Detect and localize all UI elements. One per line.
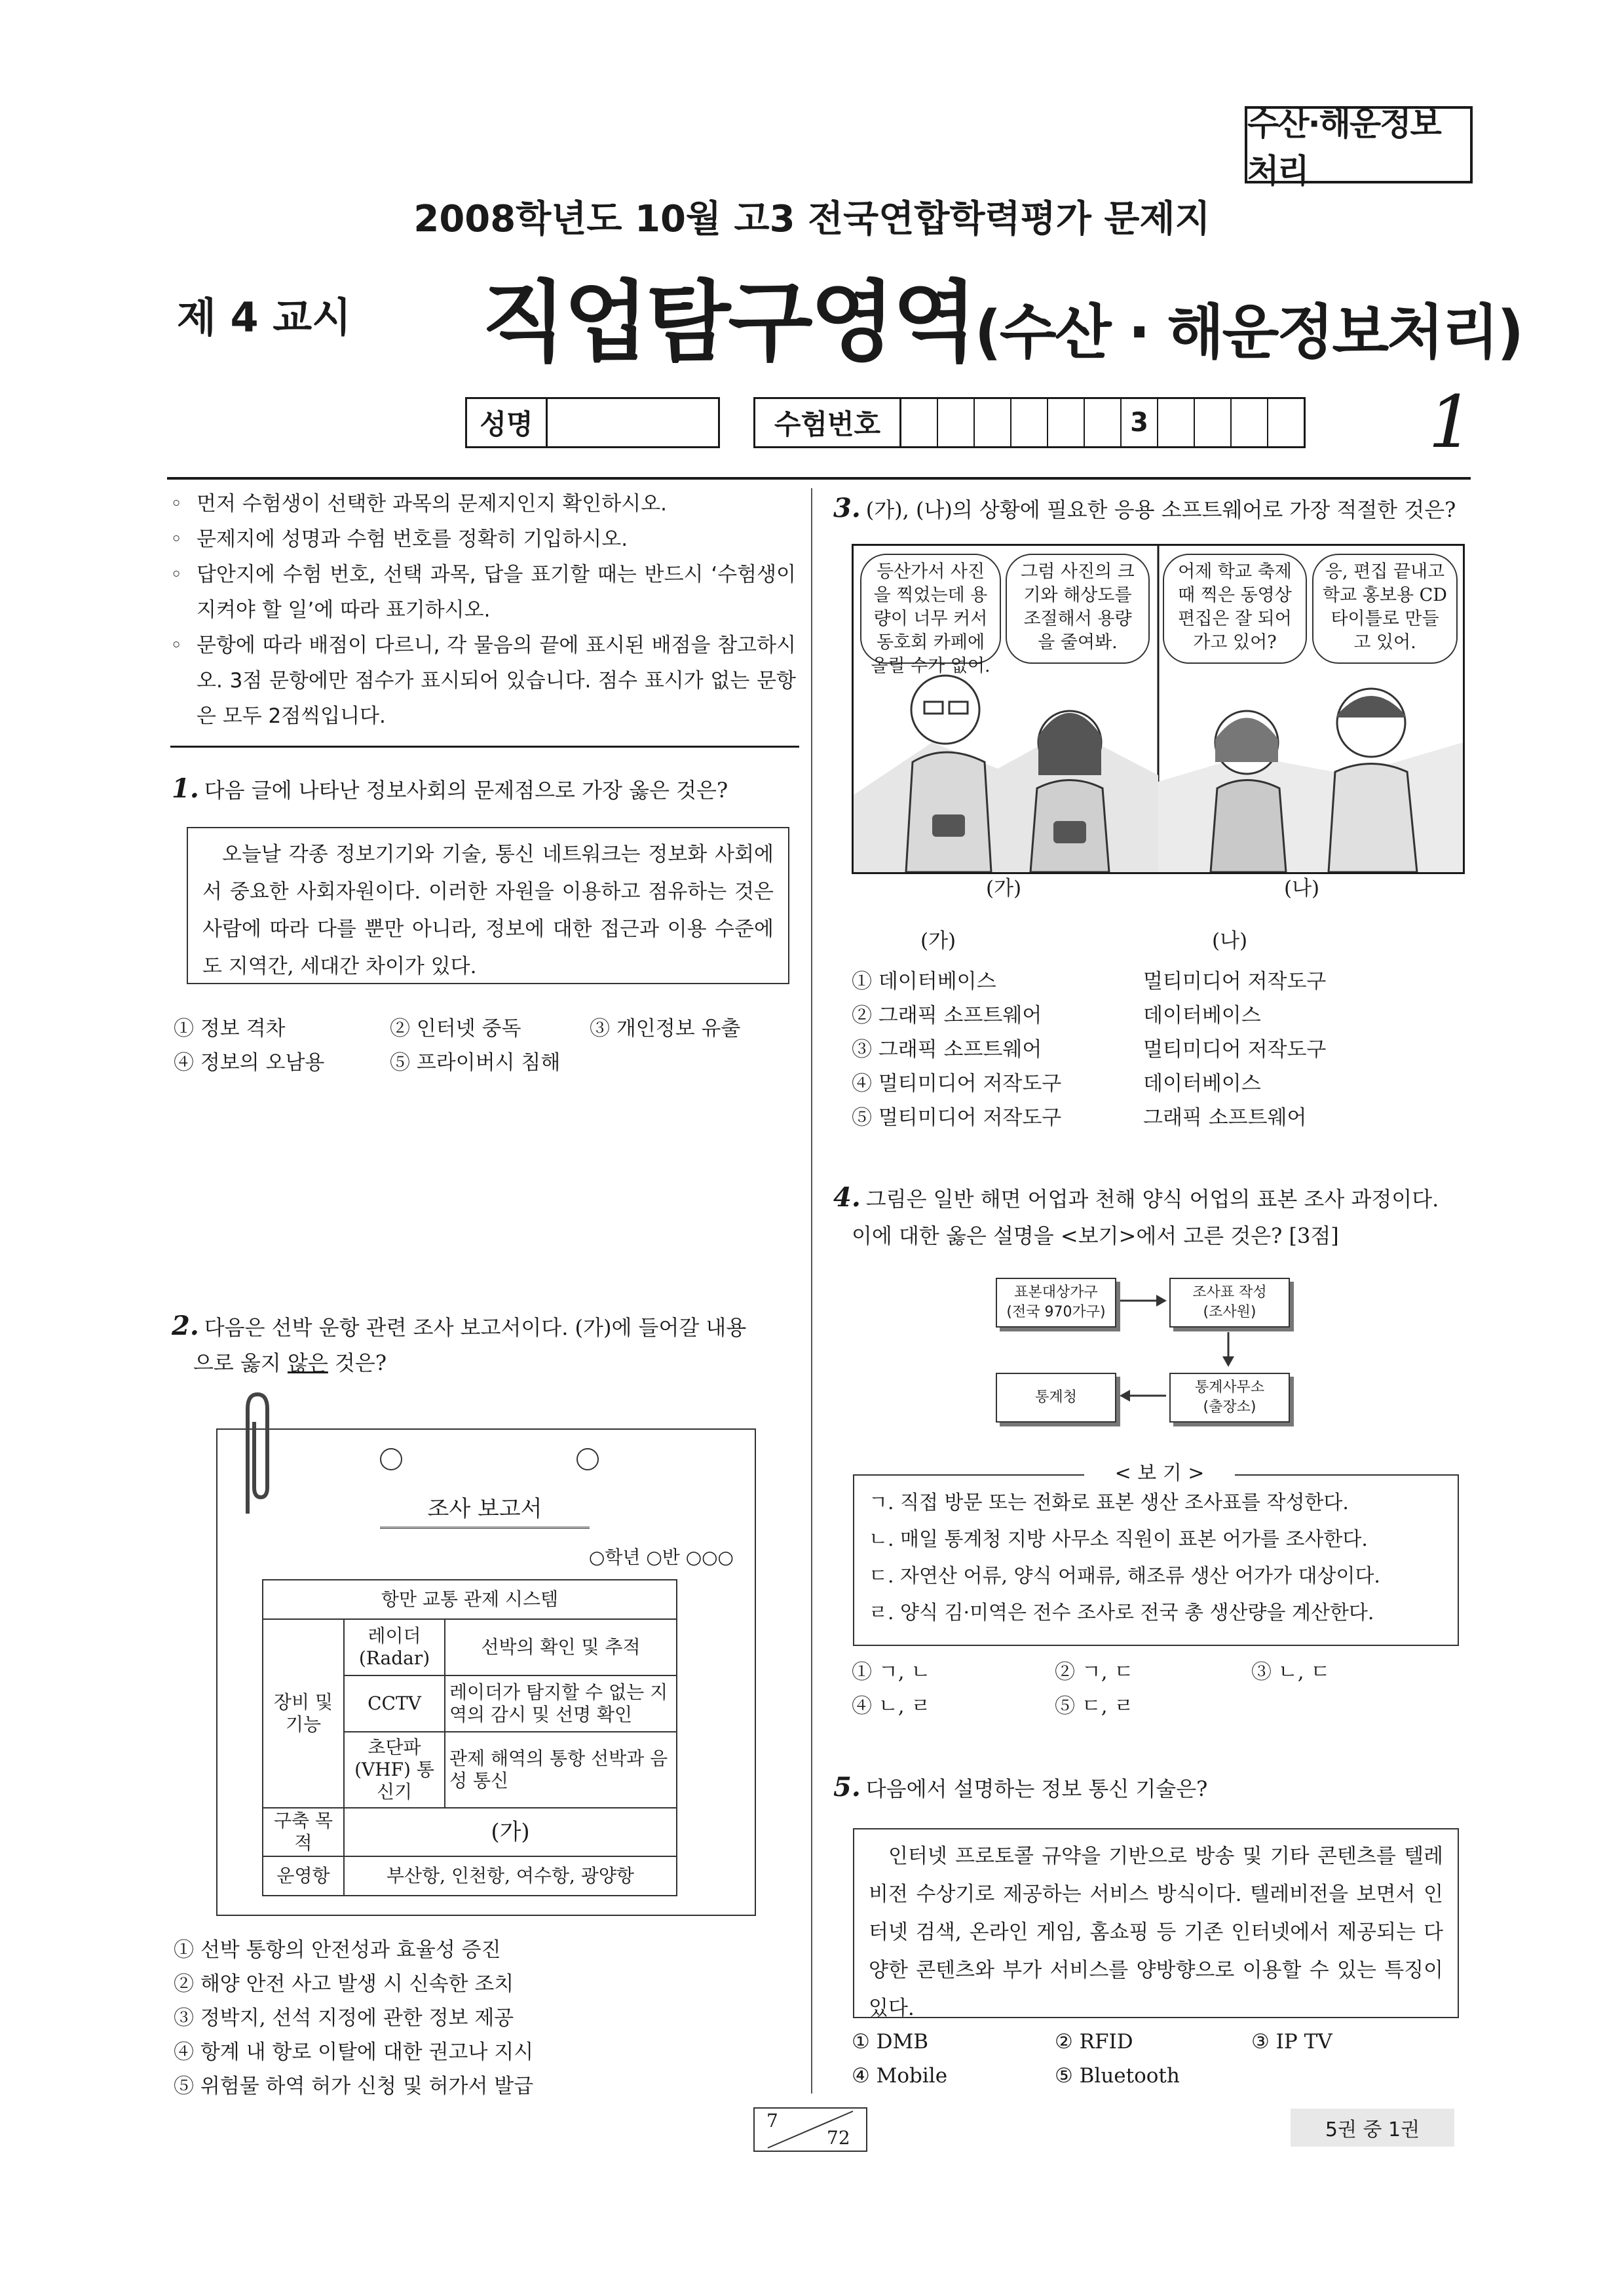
exam-number-label: 수험번호 — [755, 399, 901, 446]
question-1-passage: 오늘날 각종 정보기기와 기술, 통신 네트워크는 정보화 사회에서 중요한 사회자원이다. 이러한 자원을 이용하고 점유하는 것은 사람에 따라 다를 뿐만 아니라, 정보에 대한 접근과 이용 수준에도 지역간, 세대간 차이가 있다. — [187, 827, 789, 984]
question-3-option-na: 데이터베이스 — [1143, 1072, 1261, 1096]
exam-number-field[interactable] — [753, 397, 1306, 448]
question-4-option[interactable]: ② ㄱ, ㄷ — [1055, 1660, 1134, 1684]
report-device: 초단파 (VHF) 통신기 — [344, 1732, 445, 1808]
report-system-name: 항만 교통 관제 시스템 — [263, 1580, 677, 1619]
report-purpose-value: (가) — [344, 1808, 677, 1856]
footer-page-total: 72 — [827, 2127, 850, 2149]
page-number: 1 — [1428, 380, 1474, 464]
question-5-option[interactable]: ③ IP TV — [1251, 2030, 1332, 2054]
main-title — [482, 252, 1522, 378]
flow-box-statistics-office: 통계사무소 (출장소) — [1169, 1373, 1290, 1423]
report-author: ○학년 ○반 ○○○ — [588, 1546, 734, 1568]
exam-number-cell[interactable] — [1085, 399, 1122, 446]
question-1-option[interactable]: ④ 정보의 오남용 — [174, 1051, 325, 1075]
cartoon-illustration — [852, 544, 1465, 874]
bogi-item: ㄹ. 양식 김·미역은 전수 조사로 전국 총 생산량을 계산한다. — [869, 1601, 1374, 1624]
header-divider — [167, 477, 1471, 480]
exam-number-cell[interactable] — [938, 399, 975, 446]
exam-title: 2008학년도 10월 고3 전국연합학력평가 문제지 — [413, 198, 1211, 240]
speech-bubble: 어제 학교 축제 때 찍은 동영상 편집은 잘 되어 가고 있어? — [1163, 554, 1307, 664]
report-category: 장비 및 기능 — [263, 1619, 344, 1808]
question-5-option[interactable]: ① DMB — [852, 2030, 929, 2054]
report-function: 선박의 확인 및 추적 — [445, 1619, 677, 1675]
question-3-stem: 3. (가), (나)의 상황에 필요한 응용 소프트웨어로 가장 적절한 것은? — [833, 493, 1456, 524]
volume-badge: 5권 중 1권 — [1291, 2109, 1454, 2147]
report-ports-label: 운영항 — [263, 1856, 344, 1896]
report-function: 레이더가 탐지할 수 없는 지역의 감시 및 선명 확인 — [445, 1675, 677, 1732]
footer-page-current: 7 — [766, 2110, 778, 2132]
question-3-option[interactable]: ⑤ 멀티미디어 저작도구 — [852, 1106, 1062, 1130]
report-device: CCTV — [344, 1675, 445, 1732]
notice-divider — [170, 746, 799, 748]
bogi-label: < 보 기 > — [1084, 1457, 1235, 1490]
subject-badge: 수산·해운정보처리 — [1245, 106, 1473, 183]
student-girl-figure — [1211, 711, 1286, 872]
question-1-option[interactable]: ② 인터넷 중독 — [390, 1017, 521, 1041]
question-2-stem-line2: 으로 옳지 않은 것은? — [193, 1350, 387, 1375]
question-1-option[interactable]: ③ 개인정보 유출 — [590, 1017, 741, 1041]
report-title-underline — [380, 1527, 590, 1529]
period-label: 제 4 교시 — [177, 294, 351, 341]
question-5-passage: 인터넷 프로토콜 규약을 기반으로 방송 및 기타 콘텐츠를 텔레비전 수상기로 제공하는 서비스 방식이다. 텔레비전을 보면서 인터넷 검색, 온라인 게임, 홈쇼핑 등 기존 인터넷에서 제공되는 다양한 콘텐츠와 부가 서비스를 양방향으로 이용할 수 있는 특징이 있다. — [853, 1828, 1459, 2018]
report-table — [262, 1579, 677, 1896]
question-3-option-na: 멀티미디어 저작도구 — [1143, 1038, 1327, 1062]
column-divider — [811, 488, 812, 2094]
question-5-option[interactable]: ⑤ Bluetooth — [1055, 2064, 1180, 2088]
question-3-option-na: 데이터베이스 — [1143, 1004, 1261, 1027]
hiker-woman-figure — [1030, 711, 1109, 872]
question-3-option[interactable]: ③ 그래픽 소프트웨어 — [852, 1038, 1042, 1062]
report-title: 조사 보고서 — [427, 1496, 542, 1522]
name-field[interactable] — [465, 397, 720, 448]
exam-number-cell[interactable] — [1048, 399, 1085, 446]
question-5-option[interactable]: ④ Mobile — [852, 2064, 948, 2088]
question-2-option[interactable]: ⑤ 위험물 하역 허가 신청 및 허가서 발급 — [174, 2075, 534, 2098]
footer-page-box — [753, 2107, 867, 2152]
bogi-item: ㄱ. 직접 방문 또는 전화로 표본 생산 조사표를 작성한다. — [869, 1491, 1349, 1514]
exam-number-cell-filled: 3 — [1122, 399, 1158, 446]
flow-box-survey-form: 조사표 작성 (조사원) — [1169, 1278, 1290, 1328]
exam-number-cell[interactable] — [1195, 399, 1232, 446]
question-4-stem-line2: 이에 대한 옳은 설명을 <보기>에서 고른 것은? [3점] — [852, 1223, 1339, 1248]
question-2-option[interactable]: ② 해양 안전 사고 발생 시 신속한 조치 — [174, 1972, 514, 1996]
question-1-stem: 1. 다음 글에 나타난 정보사회의 문제점으로 가장 옳은 것은? — [172, 773, 728, 804]
name-input-area[interactable] — [548, 399, 718, 446]
report-function: 관제 해역의 통항 선박과 음성 통신 — [445, 1732, 677, 1808]
down-arrow-icon — [1218, 1330, 1238, 1369]
question-5-option[interactable]: ② RFID — [1055, 2030, 1133, 2054]
notice-item: ◦ 문제지에 성명과 수험 번호를 정확히 기입하시오. — [170, 527, 628, 551]
survey-report — [216, 1428, 760, 1920]
question-2-option[interactable]: ① 선박 통항의 안전성과 효율성 증진 — [174, 1938, 501, 1962]
question-1-option[interactable]: ⑤ 프라이버시 침해 — [390, 1051, 561, 1075]
question-3-option-na: 멀티미디어 저작도구 — [1143, 970, 1327, 993]
bogi-box — [853, 1474, 1459, 1646]
q3-column-header: (나) — [1212, 929, 1248, 953]
main-title-text: 직업탐구영역 — [482, 271, 975, 373]
notice-item: ◦ 답안지에 수험 번호, 선택 과목, 답을 표기할 때는 반드시 ‘수험생이 지켜야 할 일’에 따라 표기하시오. — [170, 563, 796, 622]
question-4-option[interactable]: ⑤ ㄷ, ㄹ — [1055, 1694, 1134, 1718]
notice-item: ◦ 문항에 따라 배점이 다르니, 각 물음의 끝에 표시된 배점을 참고하시오. 3점 문항에만 점수가 표시되어 있습니다. 점수 표시가 없는 문항은 모두 2점씩입니다. — [170, 634, 796, 728]
report-purpose-label: 구축 목적 — [263, 1808, 344, 1856]
exam-number-cell[interactable] — [1232, 399, 1268, 446]
question-5-stem: 5. 다음에서 설명하는 정보 통신 기술은? — [833, 1772, 1208, 1803]
question-2-option[interactable]: ③ 정박지, 선석 지정에 관한 정보 제공 — [174, 2006, 514, 2030]
question-2-stem: 2. 다음은 선박 운항 관련 조사 보고서이다. (가)에 들어갈 내용 — [172, 1311, 747, 1341]
report-device: 레이더 (Radar) — [344, 1619, 445, 1675]
question-3-option[interactable]: ② 그래픽 소프트웨어 — [852, 1004, 1042, 1027]
question-3-option[interactable]: ④ 멀티미디어 저작도구 — [852, 1072, 1062, 1096]
question-3-option[interactable]: ① 데이터베이스 — [852, 970, 996, 993]
question-4-option[interactable]: ③ ㄴ, ㄷ — [1251, 1660, 1331, 1684]
question-3-option-na: 그래픽 소프트웨어 — [1143, 1106, 1307, 1130]
exam-number-cell[interactable] — [1158, 399, 1195, 446]
bogi-item: ㄷ. 자연산 어류, 양식 어패류, 해조류 생산 어가가 대상이다. — [869, 1565, 1380, 1588]
exam-number-cell[interactable] — [975, 399, 1011, 446]
paper-clip-icon — [235, 1389, 274, 1520]
exam-number-cell[interactable] — [1268, 399, 1304, 446]
question-4-option[interactable]: ④ ㄴ, ㄹ — [852, 1694, 931, 1718]
exam-number-cell[interactable] — [901, 399, 938, 446]
left-arrow-icon — [1117, 1386, 1169, 1406]
exam-number-cell[interactable] — [1011, 399, 1048, 446]
report-ports-value: 부산항, 인천항, 여수항, 광양항 — [344, 1856, 677, 1896]
speech-bubble: 그럼 사진의 크기와 해상도를 조절해서 용량을 줄여봐. — [1006, 554, 1150, 664]
question-2-option[interactable]: ④ 항계 내 항로 이탈에 대한 권고나 지시 — [174, 2040, 534, 2064]
question-4-option[interactable]: ① ㄱ, ㄴ — [852, 1660, 931, 1684]
speech-bubble: 응, 편집 끝내고 학교 홍보용 CD 타이틀로 만들고 있어. — [1312, 554, 1458, 664]
panel-label: (가) — [986, 877, 1022, 900]
flow-box-sample-households: 표본대상가구 (전국 970가구) — [996, 1278, 1116, 1328]
question-1-option[interactable]: ① 정보 격차 — [174, 1017, 286, 1041]
name-label: 성명 — [467, 399, 548, 446]
panel-label: (나) — [1284, 877, 1320, 900]
bogi-item: ㄴ. 매일 통계청 지방 사무소 직원이 표본 어가를 조사한다. — [869, 1528, 1368, 1551]
right-arrow-icon — [1117, 1291, 1169, 1311]
notice-item: ◦ 먼저 수험생이 선택한 과목의 문제지인지 확인하시오. — [170, 492, 667, 516]
flow-box-statistics-korea: 통계청 — [996, 1373, 1116, 1423]
student-boy-figure — [1329, 689, 1417, 872]
speech-bubble: 등산가서 사진을 찍었는데 용량이 너무 커서 동호회 카페에 올릴 수가 없어. — [860, 554, 1001, 664]
q3-column-header: (가) — [920, 929, 956, 953]
binder-hole-icon — [576, 1448, 599, 1470]
question-4-stem: 4. 그림은 일반 해면 어업과 천해 양식 어업의 표본 조사 과정이다. — [833, 1182, 1439, 1213]
binder-hole-icon — [380, 1448, 402, 1470]
main-title-subject: (수산 · 해운정보처리) — [974, 298, 1522, 367]
hiker-man-figure — [906, 676, 991, 872]
